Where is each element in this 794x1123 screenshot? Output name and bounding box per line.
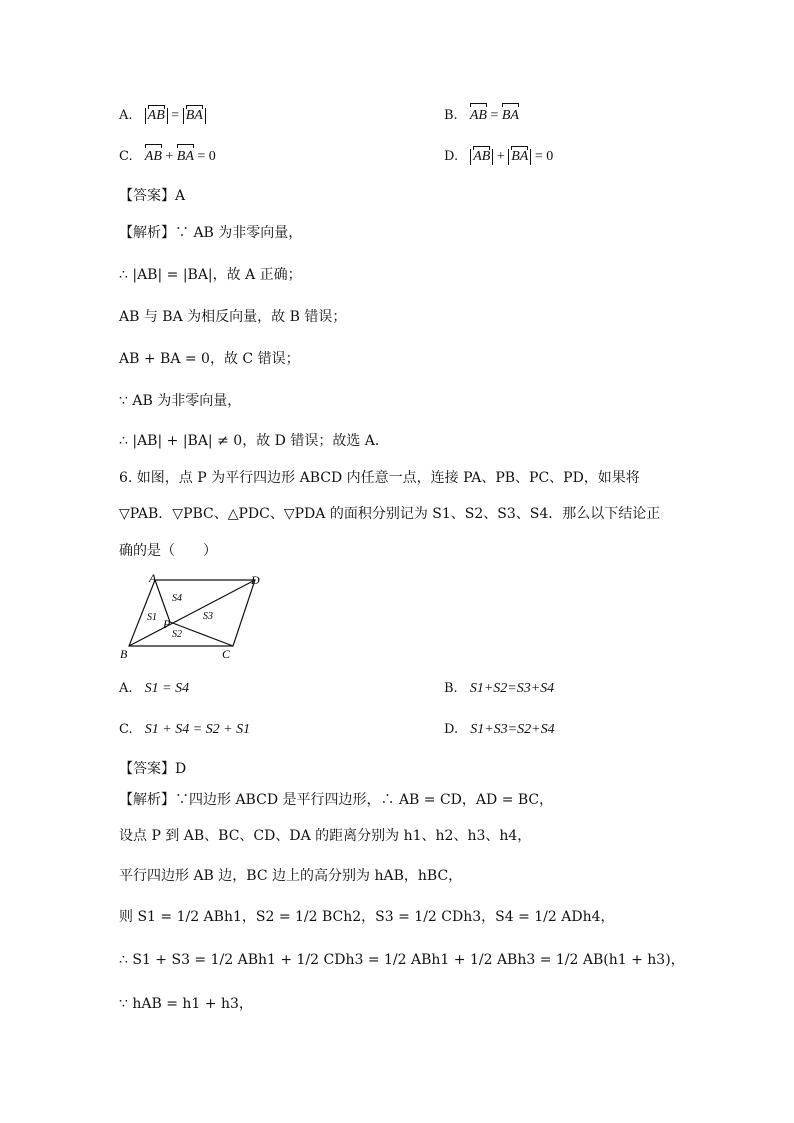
analysis-6-line-2: 设点 P 到 AB、BC、CD、DA 的距离分别为 h1、h2、h3、h4， — [119, 828, 532, 844]
label-c: C — [222, 647, 231, 661]
analysis-6-line-5: ∴ S1 + S3 = 1/2 ABh1 + 1/2 CDh3 = 1/2 ABh1 + 1/2 ABh3 = 1/2 AB(h1 + h3)， — [119, 952, 685, 968]
segment-pa — [155, 580, 170, 622]
answer-5: 【答案】A — [119, 188, 186, 204]
analysis-5-l1-text: ∵ AB 为非零向量， — [175, 225, 303, 241]
parallelogram-figure — [115, 568, 275, 663]
q6-option-b — [444, 679, 554, 699]
label-s3: S3 — [203, 611, 213, 622]
question-6-line-3: 确的是（ ） — [119, 543, 217, 559]
analysis-5-line-5: ∵ AB 为非零向量， — [119, 393, 242, 409]
label-s1: S1 — [147, 612, 157, 623]
q6-option-d-letter: D. — [444, 722, 459, 737]
q6-option-a — [119, 679, 189, 699]
label-d: D — [251, 573, 260, 587]
analysis-6-line-1: 【解析】∵四边形 ABCD 是平行四边形，∴ AB = CD，AD = BC， — [119, 792, 554, 808]
q5-option-b-letter: B. — [444, 108, 458, 123]
analysis-5-line-4: AB + BA = 0，故 C 错误； — [119, 351, 300, 367]
q6-option-c-expr: S1 + S4 = S2 + S1 — [144, 722, 251, 737]
q6-option-b-expr: S1+S2=S3+S4 — [469, 681, 555, 696]
label-b: B — [120, 647, 128, 661]
label-a: A — [149, 571, 157, 585]
analysis-5-line-3: AB 与 BA 为相反向量，故 B 错误； — [119, 309, 347, 325]
q5-option-b-expr: AB = BA — [470, 108, 519, 123]
analysis-6-line-3: 平行四边形 AB 边，BC 边上的高分别为 hAB，hBC， — [119, 868, 463, 884]
analysis-5-line-6: ∴ |AB| + |BA| ≠ 0，故 D 错误；故选 A． — [119, 433, 389, 449]
label-s4: S4 — [172, 593, 182, 604]
answer-6: 【答案】D — [119, 761, 187, 777]
q5-option-d-expr: AB + BA = 0 — [470, 149, 553, 164]
q5-option-d-letter: D. — [444, 149, 459, 164]
q5-option-a — [119, 106, 206, 126]
q6-option-a-expr: S1 = S4 — [144, 681, 190, 696]
analysis-tag: 【解析】 — [119, 225, 175, 241]
analysis-5-line-1 — [119, 223, 302, 243]
q5-option-a-expr: AB = BA — [145, 108, 206, 123]
q6-option-d — [444, 720, 555, 740]
question-6-line-2: ▽PAB．▽PBC、△PDC、▽PDA 的面积分别记为 S1、S2、S3、S4．那么以下结论正 — [119, 506, 661, 522]
q5-option-a-letter: A. — [119, 108, 133, 123]
label-p: P — [163, 617, 171, 631]
q5-option-c — [119, 147, 216, 167]
analysis-5-line-2: ∴ |AB| = |BA|，故 A 正确； — [119, 267, 302, 283]
q5-option-c-letter: C. — [119, 149, 133, 164]
analysis-6-line-6: ∵ hAB = h1 + h3， — [119, 996, 253, 1012]
label-s2: S2 — [172, 629, 182, 640]
q5-option-c-expr: AB + BA = 0 — [145, 149, 216, 164]
q6-option-d-expr: S1+S3=S2+S4 — [470, 722, 555, 737]
q6-option-b-letter: B. — [444, 681, 458, 696]
question-6-line-1: 6. 如图，点 P 为平行四边形 ABCD 内任意一点，连接 PA、PB、PC、PD，如果将 — [119, 470, 640, 486]
q5-option-b — [444, 106, 519, 126]
q6-option-a-letter: A. — [119, 681, 133, 696]
q5-option-d — [444, 147, 553, 167]
q6-option-c-letter: C. — [119, 722, 133, 737]
q6-option-c — [119, 720, 250, 740]
analysis-6-line-4: 则 S1 = 1/2 ABh1，S2 = 1/2 BCh2，S3 = 1/2 CDh3，S4 = 1/2 ADh4， — [119, 909, 615, 925]
